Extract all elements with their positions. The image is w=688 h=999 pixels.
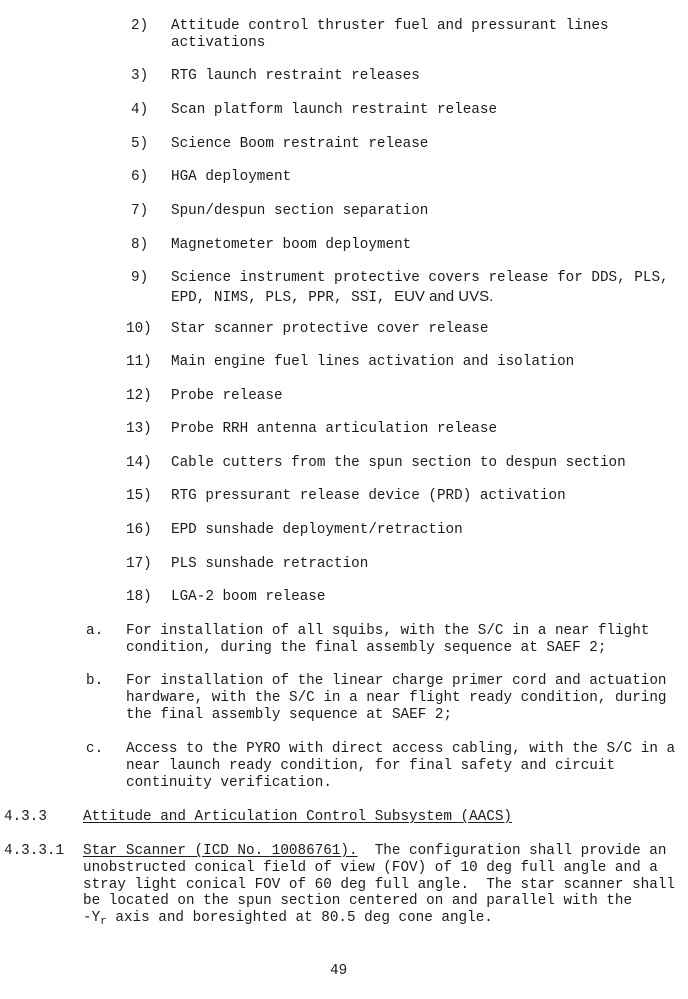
item-text: LGA-2 boom release: [171, 589, 326, 605]
item-number: 12): [126, 388, 152, 404]
item-text: RTG pressurant release device (PRD) activation: [171, 488, 566, 504]
item-text: PLS sunshade retraction: [171, 556, 369, 572]
item-number: 4): [131, 102, 149, 118]
item-number: 14): [126, 455, 152, 471]
item-text: HGA deployment: [171, 169, 292, 185]
item-number: 2): [131, 18, 149, 34]
item-text: activations: [171, 35, 266, 51]
item-number: 8): [131, 237, 149, 253]
item-text: Main engine fuel lines activation and isolation: [171, 354, 575, 370]
item-text: Cable cutters from the spun section to despun section: [171, 455, 626, 471]
item-number: 16): [126, 522, 152, 538]
item-number: 13): [126, 421, 152, 437]
item-number: 6): [131, 169, 149, 185]
item-number: 17): [126, 556, 152, 572]
section-number: 4.3.3: [4, 809, 47, 825]
item-text: the final assembly sequence at SAEF 2;: [126, 707, 453, 723]
item-text-inserted: EUV and UVS.: [394, 288, 494, 305]
item-number: 11): [126, 354, 152, 370]
paragraph-line: Star Scanner (ICD No. 10086761). The configuration shall provide an: [83, 843, 667, 859]
item-letter: a.: [86, 623, 104, 639]
item-text: For installation of all squibs, with the S/C in a near flight: [126, 623, 650, 639]
item-text: RTG launch restraint releases: [171, 68, 420, 84]
item-text: Access to the PYRO with direct access cabling, with the S/C in a: [126, 741, 676, 757]
item-number: 10): [126, 321, 152, 337]
item-number: 9): [131, 270, 149, 286]
item-text: condition, during the final assembly sequence at SAEF 2;: [126, 640, 607, 656]
item-number: 5): [131, 136, 149, 152]
item-text: Magnetometer boom deployment: [171, 237, 412, 253]
item-text: continuity verification.: [126, 775, 332, 791]
item-text: EPD sunshade deployment/retraction: [171, 522, 463, 538]
item-text: Science instrument protective covers release for DDS, PLS,: [171, 270, 669, 286]
item-text: hardware, with the S/C in a near flight ready condition, during: [126, 690, 667, 706]
paragraph-line: be located on the spun section centered on and parallel with the: [83, 893, 633, 909]
item-number: 15): [126, 488, 152, 504]
section-number: 4.3.3.1: [4, 843, 65, 859]
paragraph-line: unobstructed conical field of view (FOV) of 10 deg full angle and a: [83, 860, 658, 876]
item-number: 7): [131, 203, 149, 219]
item-text: EPD, NIMS, PLS, PPR, SSI, EUV and UVS.: [171, 288, 494, 306]
item-text: near launch ready condition, for final safety and circuit: [126, 758, 616, 774]
item-number: 3): [131, 68, 149, 84]
item-number: 18): [126, 589, 152, 605]
item-text: Attitude control thruster fuel and pressurant lines: [171, 18, 609, 34]
item-text: Science Boom restraint release: [171, 136, 429, 152]
paragraph-line: $-Y_r$ axis and boresighted at 80.5 deg cone angle.: [83, 910, 493, 928]
paragraph-line: stray light conical FOV of 60 deg full angle. The star scanner shall: [83, 877, 675, 893]
page-number: 49: [330, 963, 348, 979]
item-text: For installation of the linear charge primer cord and actuation: [126, 673, 667, 689]
item-letter: c.: [86, 741, 104, 757]
item-letter: b.: [86, 673, 104, 689]
item-text: Scan platform launch restraint release: [171, 102, 498, 118]
section-title: Attitude and Articulation Control Subsystem (AACS): [83, 809, 512, 825]
item-text: Spun/despun section separation: [171, 203, 429, 219]
item-text: Probe RRH antenna articulation release: [171, 421, 498, 437]
item-text: Probe release: [171, 388, 283, 404]
subsection-title: Star Scanner (ICD No. 10086761).: [83, 843, 358, 859]
item-text: Star scanner protective cover release: [171, 321, 489, 337]
